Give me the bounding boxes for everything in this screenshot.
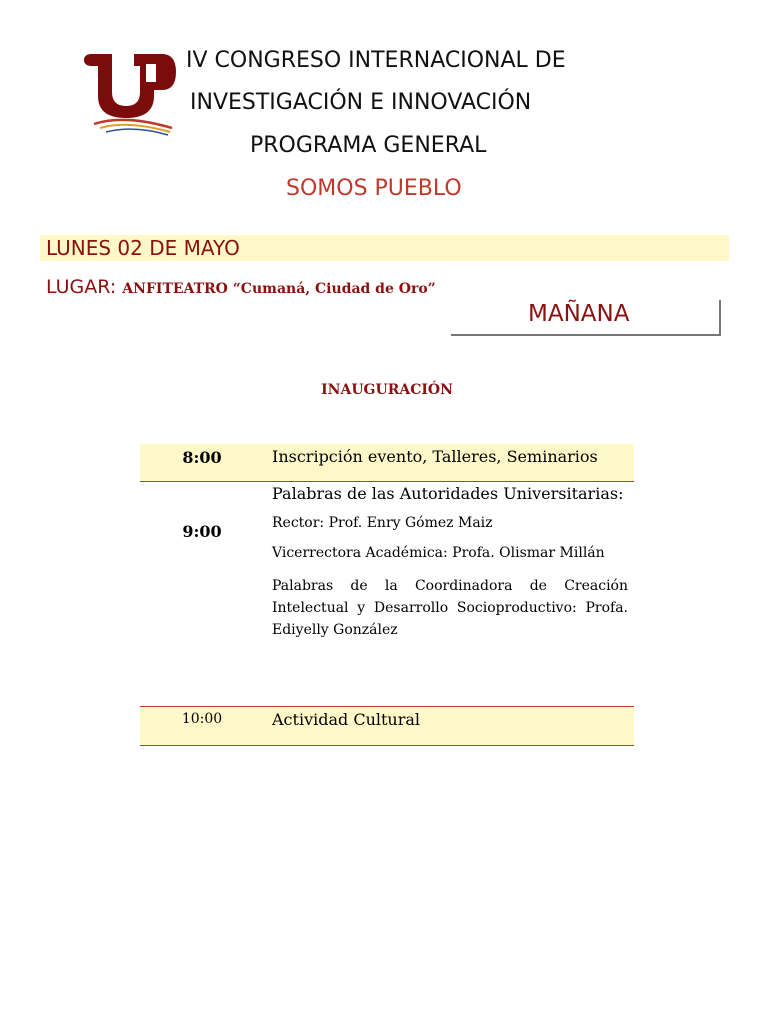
schedule-item-text: Inscripción evento, Talleres, Seminarios: [272, 447, 598, 466]
venue-line: [46, 276, 436, 298]
schedule-time: 10:00: [181, 711, 223, 727]
schedule-item-text: Vicerrectora Académica: Profa. Olismar Millán: [272, 545, 605, 561]
schedule-time: 8:00: [182, 448, 222, 467]
schedule-item-text: Actividad Cultural: [272, 710, 421, 729]
schedule-description: [272, 707, 634, 729]
schedule-row: [140, 482, 634, 707]
schedule-item-text: Palabras de la Coordinadora de Creación Intelectual y Desarrollo Socioproductivo: Profa. Ediyelly González: [272, 578, 628, 638]
schedule-row: [140, 444, 634, 482]
program-title: PROGRAMA GENERAL: [250, 133, 487, 158]
schedule-description: [272, 482, 634, 641]
day-label: LUNES 02 DE MAYO: [46, 236, 240, 260]
schedule-description: [272, 444, 634, 466]
slogan: SOMOS PUEBLO: [286, 176, 462, 201]
venue-label: LUGAR:: [46, 276, 117, 298]
day-banner: [40, 235, 729, 261]
congress-title-line-1: IV CONGRESO INTERNACIONAL DE: [186, 48, 566, 73]
session-label: MAÑANA: [528, 301, 630, 327]
schedule-row: [140, 707, 634, 746]
schedule-table: [140, 444, 634, 746]
schedule-time: 9:00: [182, 522, 222, 541]
section-title: INAUGURACIÓN: [321, 382, 453, 398]
schedule-item-text: Palabras de las Autoridades Universitarias:: [272, 484, 624, 503]
session-box: [451, 300, 721, 336]
congress-title-line-2: INVESTIGACIÓN E INNOVACIÓN: [190, 90, 532, 115]
university-logo: [84, 52, 178, 136]
schedule-item-text: Rector: Prof. Enry Gómez Maiz: [272, 515, 493, 531]
venue-value: ANFITEATRO “Cumaná, Ciudad de Oro”: [122, 281, 436, 297]
